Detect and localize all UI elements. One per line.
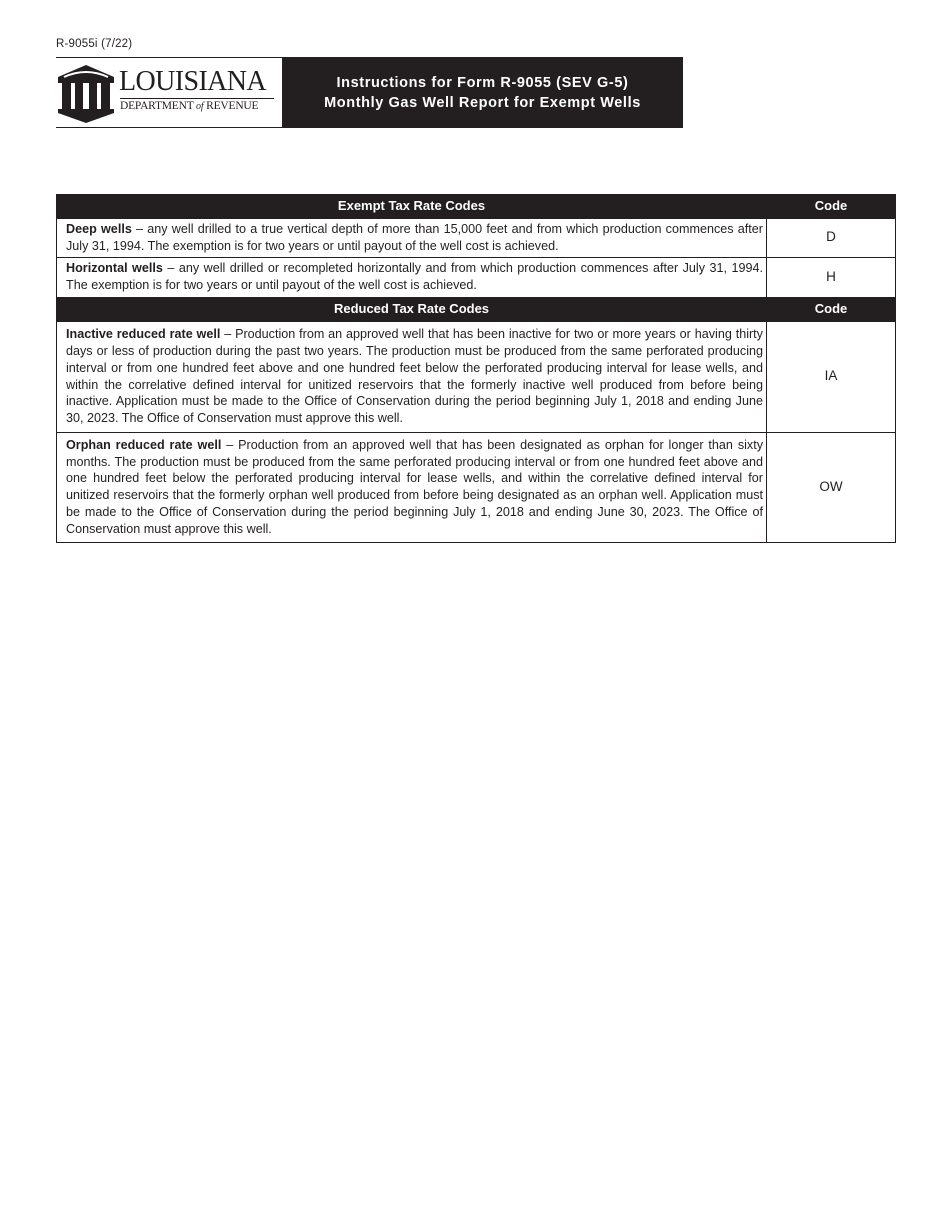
exempt-header-row xyxy=(57,195,896,219)
page-header xyxy=(56,57,683,128)
row-code: OW xyxy=(767,432,896,542)
row-term: Inactive reduced rate well xyxy=(66,327,221,342)
table-row xyxy=(57,432,896,542)
row-term: Orphan reduced rate well xyxy=(66,437,222,452)
reduced-header-row xyxy=(57,297,896,321)
row-term: Horizontal wells xyxy=(66,261,163,276)
department-logo xyxy=(56,57,282,128)
row-description xyxy=(57,432,767,542)
row-code: IA xyxy=(767,321,896,432)
row-description xyxy=(57,321,767,432)
row-text: – any well drilled to a true vertical depth of more than 15,000 feet and from which production commences after July 31, 1994. The exemption is for two years or until payout of the well cost is achieved. xyxy=(66,222,763,253)
exempt-header: Exempt Tax Rate Codes xyxy=(57,195,767,219)
row-text: – Production from an approved well that has been designated as orphan for longer than sixty months. The production must be produced from the same perforated producing interval or from one hundred feet above and one hundred feet below the perforated producing interval for lease wells, and within the correlative defined interval for unitized reservoirs that the formerly orphan well produced from before being designated as an orphan well. Application must be made to the Office of Conservation during the period beginning July 1, 2018 and ending June 30, 2023. The Office of Conservation must approve this well. xyxy=(66,437,764,536)
table-row xyxy=(57,321,896,432)
reduced-header: Reduced Tax Rate Codes xyxy=(57,297,767,321)
row-description xyxy=(57,257,767,297)
tax-rate-codes-table xyxy=(56,194,896,543)
title-line-1: Instructions for Form R-9055 (SEV G-5) xyxy=(336,74,629,91)
row-term: Deep wells xyxy=(66,222,132,236)
row-code: H xyxy=(767,257,896,297)
table-row xyxy=(57,257,896,297)
row-code: D xyxy=(767,219,896,258)
row-description xyxy=(57,219,767,258)
logo-state-name: LOUISIANA xyxy=(119,66,267,97)
reduced-code-header: Code xyxy=(767,297,896,321)
capitol-icon xyxy=(56,63,116,123)
logo-department-name: DEPARTMENT of REVENUE xyxy=(120,98,274,112)
title-line-2: Monthly Gas Well Report for Exempt Wells xyxy=(324,94,641,111)
form-id: R-9055i (7/22) xyxy=(56,38,133,50)
table-row xyxy=(57,219,896,258)
exempt-code-header: Code xyxy=(767,195,896,219)
row-text: – Production from an approved well that has been inactive for two or more years or having thirty days or less of production during the past two years. The production must be produced from the same perforated producing interval or from one hundred feet above and one hundred feet below the perforated producing interval for lease wells, and within the correlative defined interval for unitized reservoirs that the formerly inactive well produced from before being inactive. Application must be made to the Office of Conservation during the period beginning July 1, 2018 and ending June 30, 2023. The Office of Conservation must approve this well. xyxy=(66,327,763,426)
page-title xyxy=(282,57,683,128)
row-text: – any well drilled or recompleted horizontally and from which production commences after July 31, 1994. The exemption is for two years or until payout of the well cost is achieved. xyxy=(66,261,763,293)
